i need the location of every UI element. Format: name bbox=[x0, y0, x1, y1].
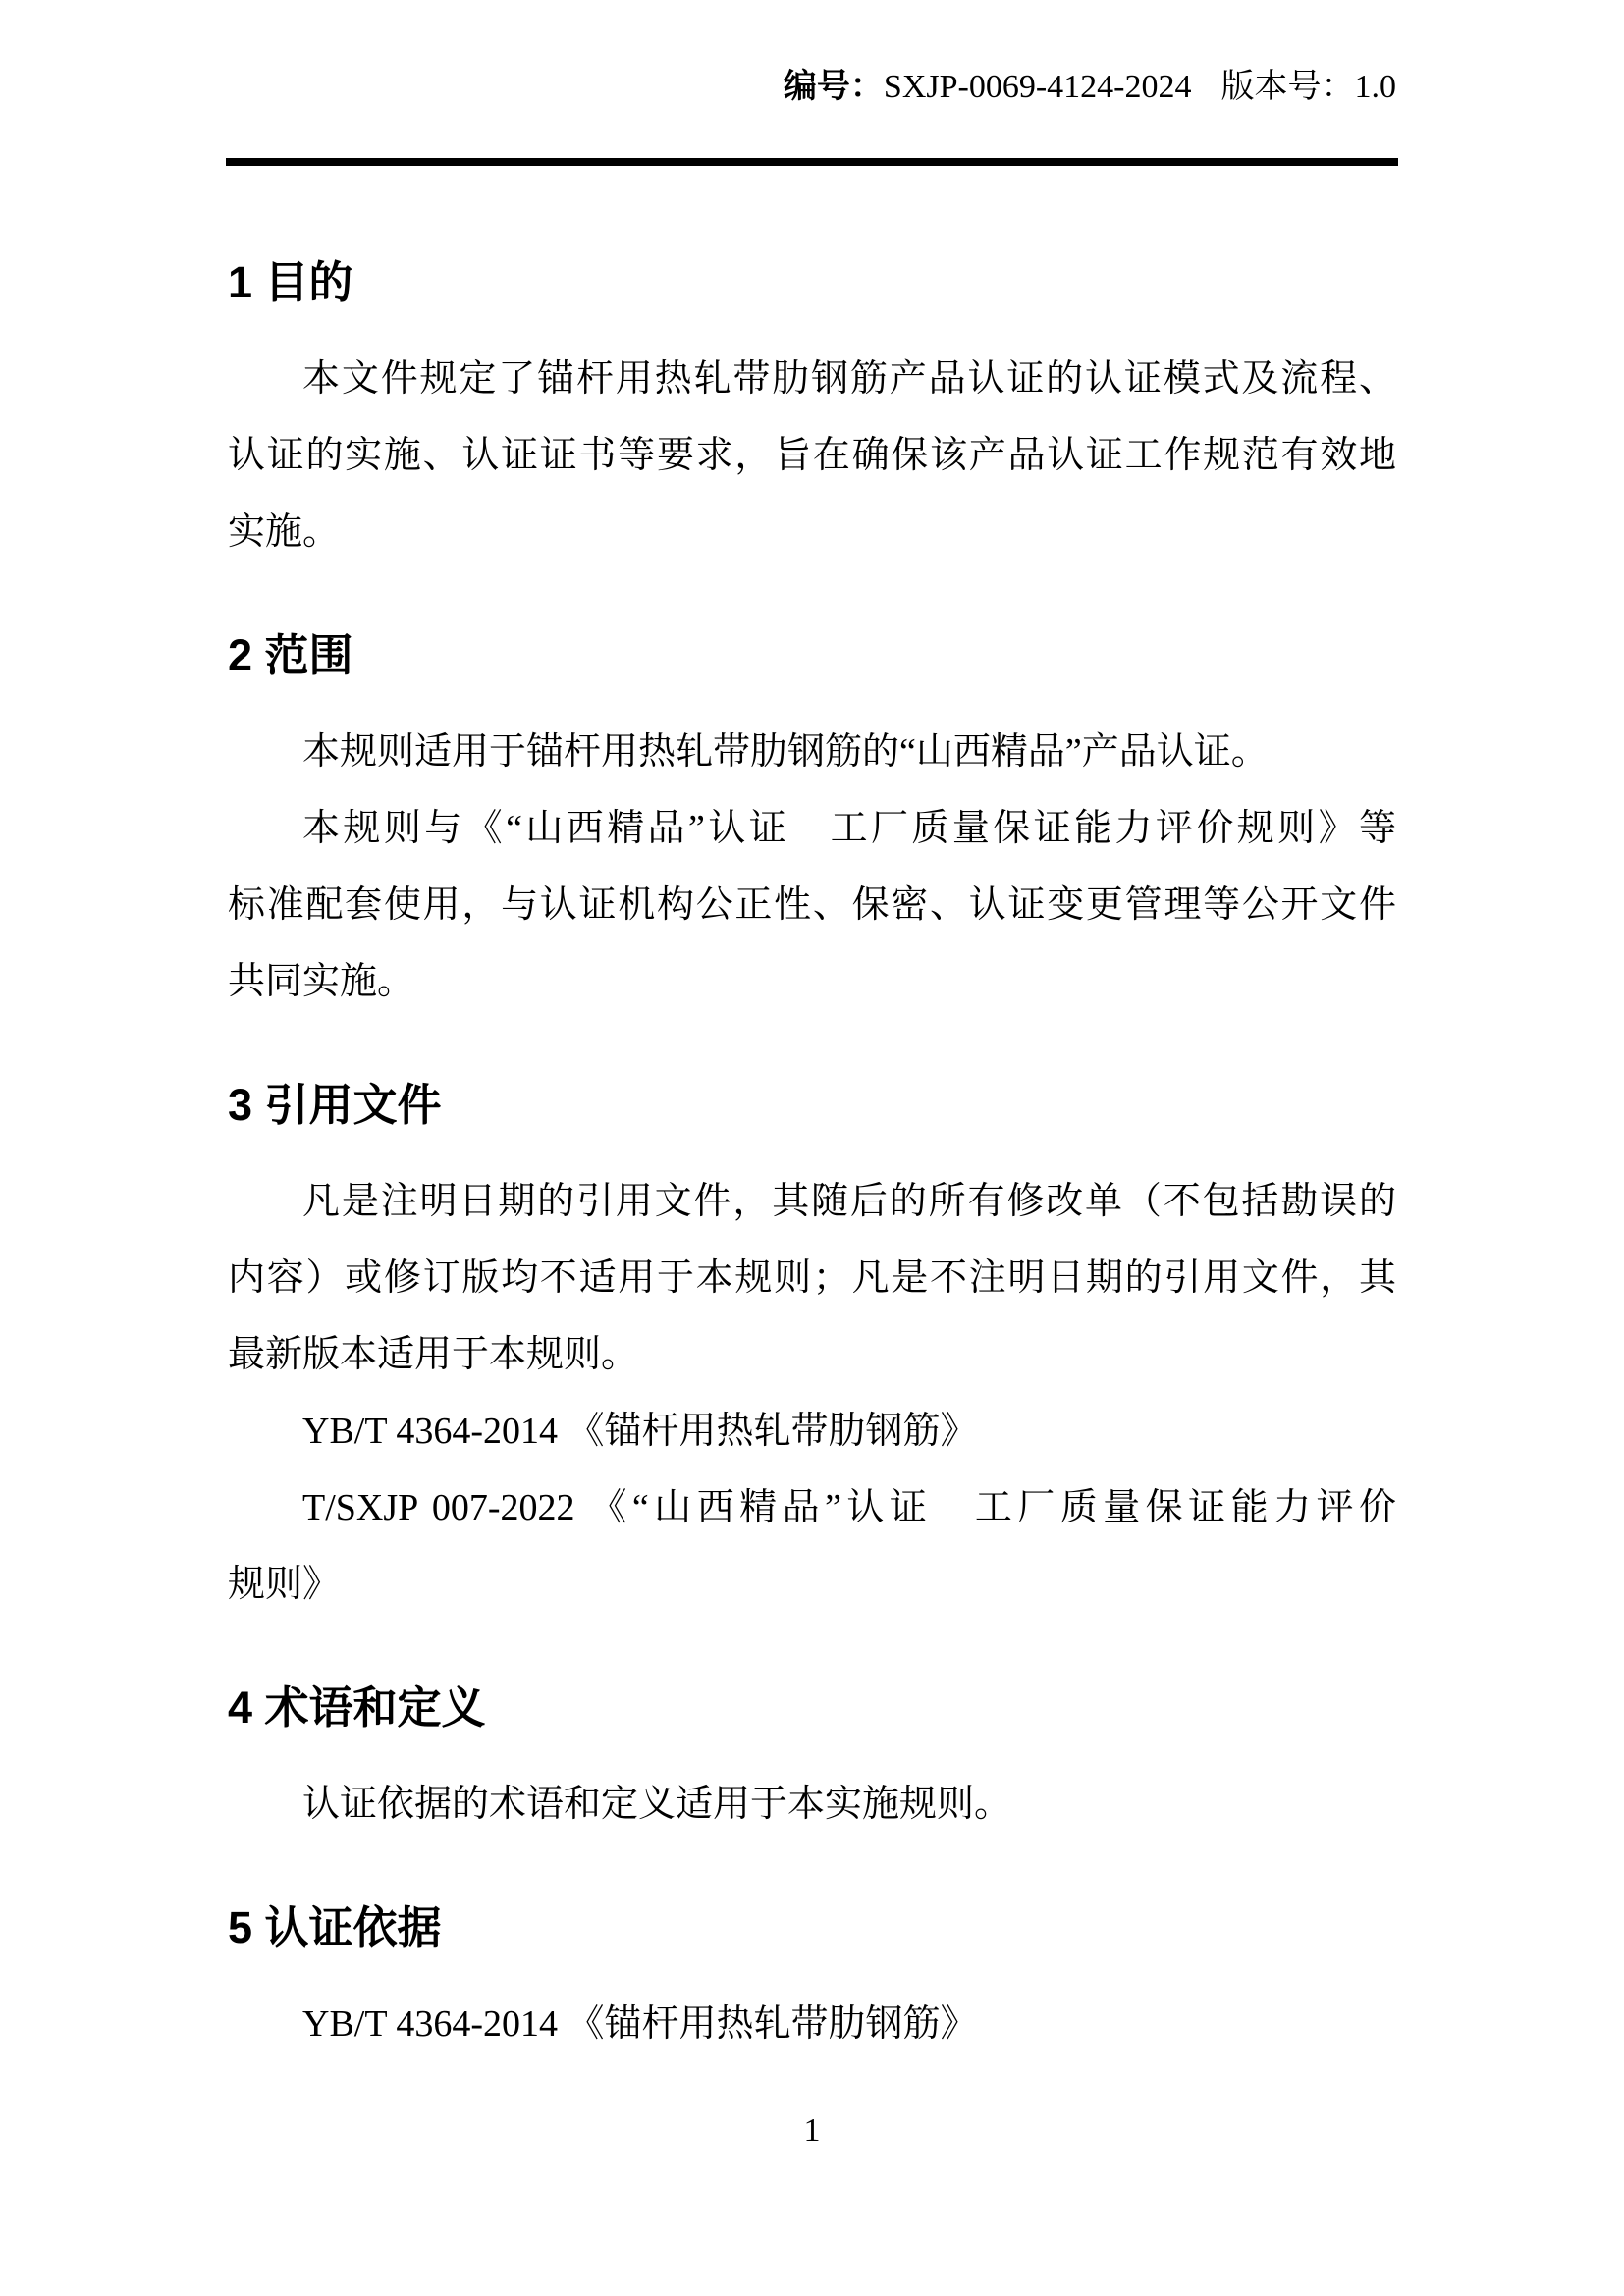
text-line: 共同实施。 bbox=[228, 961, 415, 1002]
text-line: 内容）或修订版均不适用于本规则；凡是不注明日期的引用文件，其 bbox=[228, 1257, 1396, 1299]
text-line: 认证的实施、认证证书等要求，旨在确保该产品认证工作规范有效地 bbox=[228, 435, 1396, 476]
doc-number-label: 编号： bbox=[783, 68, 884, 105]
section-referenced-documents bbox=[228, 1075, 1396, 1623]
text-line: T/SXJP 007-2022 《“山西精品”认证 工厂质量保证能力评价 bbox=[302, 1487, 1396, 1528]
document-body bbox=[228, 252, 1396, 2153]
doc-number-value: SXJP-0069-4124-2024 bbox=[883, 69, 1192, 105]
section-heading: 4 术语和定义 bbox=[228, 1682, 486, 1733]
section-scope bbox=[228, 625, 1396, 1020]
text-line: 最新版本适用于本规则。 bbox=[228, 1334, 639, 1375]
version-value: 1.0 bbox=[1354, 69, 1396, 105]
text-line: YB/T 4364-2014 《锚杆用热轧带肋钢筋》 bbox=[302, 1411, 978, 1452]
section-heading: 2 范围 bbox=[228, 630, 353, 680]
version-label: 版本号： bbox=[1220, 68, 1355, 105]
text-line: 本规则与《“山西精品”认证 工厂质量保证能力评价规则》等 bbox=[302, 808, 1396, 849]
text-line: 实施。 bbox=[228, 511, 341, 553]
text-line: 标准配套使用，与认证机构公正性、保密、认证变更管理等公开文件 bbox=[228, 884, 1396, 926]
section-heading: 5 认证依据 bbox=[228, 1902, 442, 1952]
text-line: 本规则适用于锚杆用热轧带肋钢筋的“山西精品”产品认证。 bbox=[302, 731, 1269, 773]
section-purpose bbox=[228, 252, 1396, 570]
section-heading: 1 目的 bbox=[228, 257, 353, 307]
text-line: 凡是注明日期的引用文件，其随后的所有修改单（不包括勘误的 bbox=[302, 1181, 1396, 1222]
document-header bbox=[228, 0, 1396, 109]
text-line: 本文件规定了锚杆用热轧带肋钢筋产品认证的认证模式及流程、 bbox=[302, 358, 1396, 400]
text-line: YB/T 4364-2014 《锚杆用热轧带肋钢筋》 bbox=[302, 2003, 978, 2045]
text-line: 规则》 bbox=[228, 1564, 341, 1605]
page-number: 1 bbox=[803, 2112, 821, 2149]
section-certification-basis bbox=[228, 1897, 1396, 2062]
text-line: 认证依据的术语和定义适用于本实施规则。 bbox=[302, 1784, 1012, 1825]
section-terms-definitions bbox=[228, 1678, 1396, 1842]
section-heading: 3 引用文件 bbox=[228, 1080, 442, 1130]
header-divider bbox=[226, 158, 1398, 166]
